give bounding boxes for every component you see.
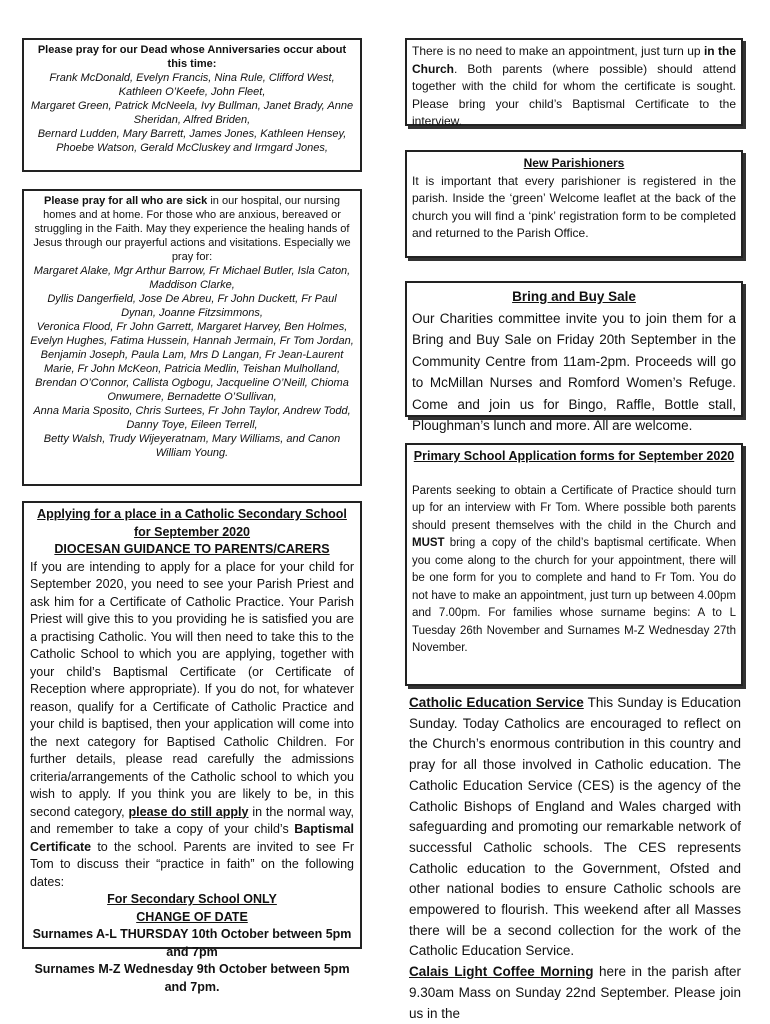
sick-intro-rest: in our hospital, our nursing homes and at home. For those who are anxious, bereaved or struggling in the Faith. May they experience the healing hands of Jesus through our prayerful actions and visitations. Especially we pray for: [33,195,351,263]
sick-names-4: Anna Maria Sposito, Chris Surtees, Fr John Taylor, Andrew Todd, Danny Toye, Eileen Terrell, [33,405,351,431]
must-emphasis: MUST [412,537,445,549]
anniversaries-box [22,38,362,172]
secondary-title: Applying for a place in a Catholic Secondary School for September 2020 [37,507,347,539]
appointment-text [412,43,736,131]
new-parishioners-box [405,150,743,258]
anniversaries-names-1: Frank McDonald, Evelyn Francis, Nina Rule, Clifford West, Kathleen O’Keefe, John Fleet, [49,72,335,98]
sick-names-5: Betty Walsh, Trudy Wijeyeratnam, Mary Williams, and Canon William Young. [43,433,341,459]
change-of-date-label: CHANGE OF DATE [136,909,248,924]
secondary-body [30,559,354,892]
education-service-section [409,693,741,1024]
anniversaries-heading: Please pray for our Dead whose Anniversaries occur about this time: [37,44,347,70]
education-service-text [409,693,741,962]
date-line-1: Surnames A-L THURSDAY 10th October between 5pm and 7pm [32,927,352,959]
sick-intro [29,194,355,264]
education-service-body: This Sunday is Education Sunday. Today Catholics are encouraged to reflect on the Church’s enormous contribution in this country and pray for all those involved in Catholic education. The Catholic Education Service (CES) is the agency of the Catholic Bishops of England and Wales charged with safeguarding and promoting our remarkable network of successful Catholic schools. The CES represents Catholic education to the Government, Ofsted and other national bodies to ensure Catholic schools are empowered to flourish. This weekend after all Masses there will be a second collection for the work of the Catholic Education Service. [409,695,741,959]
primary-school-box [405,443,743,686]
calais-title: Calais Light Coffee Morning [409,964,594,980]
in-church-emphasis: in the Church [412,44,737,76]
new-parishioners-title: New Parishioners [523,156,625,170]
secondary-only-label: For Secondary School ONLY [107,892,277,906]
sick-names-3: Veronica Flood, Fr John Garrett, Margaret Harvey, Ben Holmes, Evelyn Hughes, Fatima Hussein, Hannah Jermain, Fr Tom Jordan, Benjamin Joseph, Paula Lam, Mrs D Langan, Fr Jean-Laurent Marie, Fr John McKeon, Patricia Medlin, Teishan Mulholland, Brendan O’Connor, Callista Ogbogu, Jacqueline O’Neill, Chioma Onwumere, Bernadette O’Sullivan, [30,321,354,403]
secondary-school-box [22,501,362,994]
anniversaries-names-3: Bernard Ludden, Mary Barrett, James Jones, Kathleen Hensey, Phoebe Watson, Gerald McCluskey and Irmgard Jones, [37,128,347,154]
appointment-box [405,38,743,126]
secondary-body-part-1: If you are intending to apply for a place for your child for September 2020, you need to see your Parish Priest and ask him for a Certificate of Catholic Practice. Your Parish Priest will give this to you providing he is satisfied you are a practising Catholic. You will then need to take this to the Catholic School to which you are applying, together with your child’s Baptismal Certificate (or Certificate of Reception where appropriate). If you do not, for whatever reason, qualify for a Certificate of Catholic Practice and your child is baptised, then your application will come into the next category for Baptised Catholic Children. For further details, please read carefully the admissions criteria/arrangements of the Catholic school to which you wish to apply. If you think you are likely to be, in this second category, [30,559,354,819]
calais-text [409,962,741,1024]
primary-body [412,483,736,658]
sick-prayers-box [22,189,362,486]
secondary-subtitle: DIOCESAN GUIDANCE TO PARENTS/CARERS [54,542,330,556]
date-line-2: Surnames M-Z Wednesday 9th October between 5pm and 7pm. [34,962,350,994]
please-apply-emphasis: please do still apply [128,804,249,819]
sick-names-2: Dyllis Dangerfield, Jose De Abreu, Fr John Duckett, Fr Paul Dynan, Joanne Fitzsimmons, [47,293,337,319]
appointment-text-1: There is no need to make an appointment, just turn up [412,44,704,58]
sick-intro-bold: Please pray for all who are sick [44,195,208,207]
bring-and-buy-title: Bring and Buy Sale [512,289,636,304]
secondary-body-part-2: in the normal way, and remember to take a copy of your child’s [30,804,354,836]
calais-body: here in the parish after 9.30am Mass on Sunday 22nd September. Please join us in the [409,964,741,1021]
primary-title: Primary School Application forms for September 2020 [413,449,735,463]
secondary-body-part-3: to the school. Parents are invited to see Fr Tom to discuss their “practice in faith” on the following dates: [30,839,354,889]
primary-body-part-2: bring a copy of the child’s baptismal certificate. When you come along to the church for your appointment, there will be one form for you to complete and hand to Fr Tom. You do not have to make an appointment, just turn up between 4.00pm and 7.00pm. For families whose surname begins: A to L Tuesday 26th November and Surnames M-Z Wednesday 27th November. [412,537,736,654]
appointment-text-2: . Both parents (where possible) should attend together with the child for whom the certificate is sought. Please bring your child’s Baptismal Certificate to the interview. [412,61,736,128]
bring-and-buy-box [405,281,743,433]
bring-and-buy-body: Our Charities committee invite you to join them for a Bring and Buy Sale on Friday 20th September in the Community Centre from 11am-2pm. Proceeds will go to McMillan Nurses and Romford Women’s Refuge. Come and join us for Bingo, Raffle, Bottle stall, Ploughman’s lunch and more. All are welcome. [412,310,736,433]
education-service-title: Catholic Education Service [409,695,584,710]
new-parishioners-body: It is important that every parishioner is registered in the parish. Inside the ‘green’ Welcome leaflet at the back of the church you will find a ‘pink’ registration form to be completed and returned to the Parish Office. [412,173,736,240]
anniversaries-names-2: Margaret Green, Patrick McNeela, Ivy Bullman, Janet Brady, Anne Sheridan, Alfred Briden, [30,100,354,126]
sick-names-1: Margaret Alake, Mgr Arthur Barrow, Fr Michael Butler, Isla Caton, Maddison Clarke, [33,265,351,291]
baptismal-certificate-emphasis: Baptismal Certificate [30,822,354,854]
primary-body-part-1: Parents seeking to obtain a Certificate of Practice should turn up for an interview with Fr Tom. Where possible both parents should present themselves with the child in the Church and [412,484,736,532]
